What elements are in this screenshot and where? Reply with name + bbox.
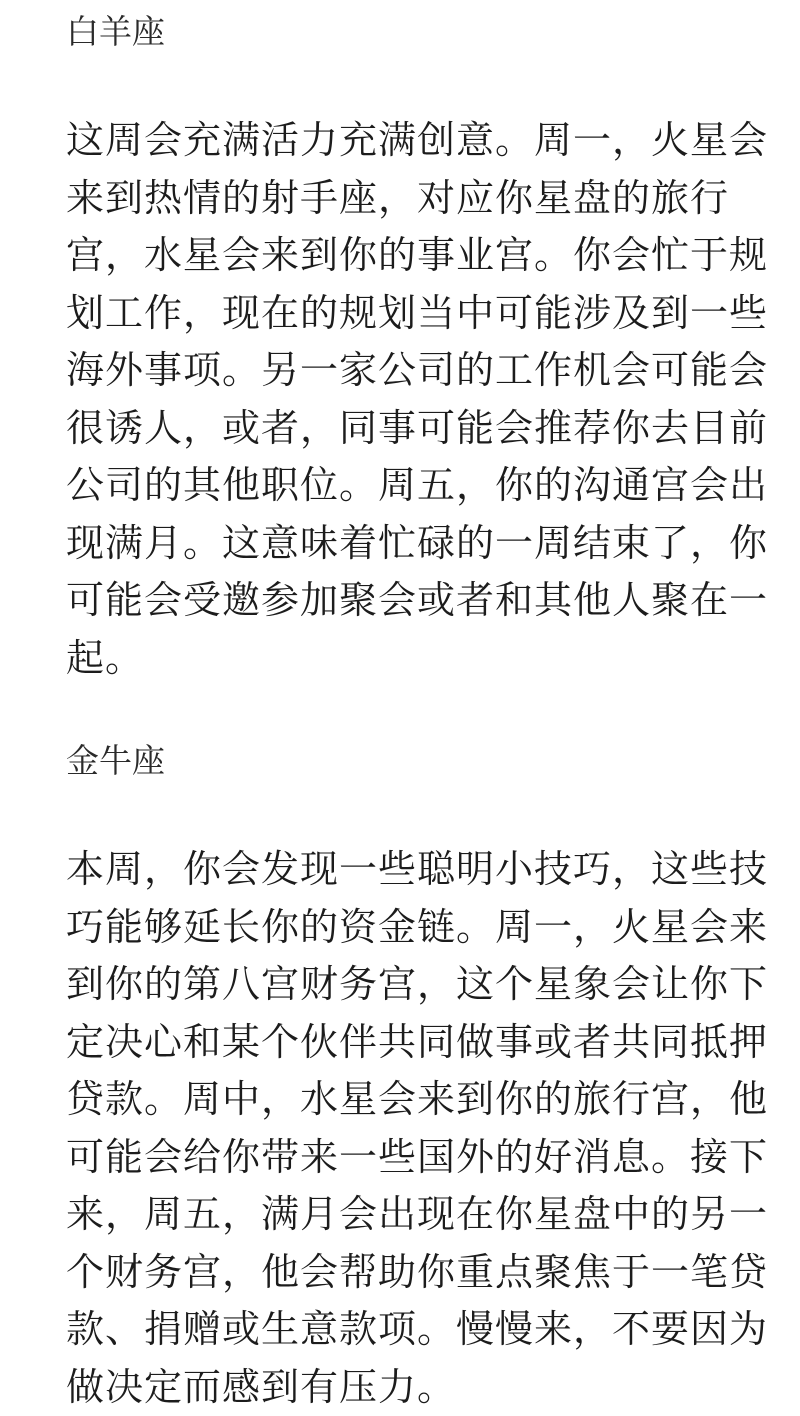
paragraph-line: 来到热情的射手座，对应你星盘的旅行 (66, 170, 746, 228)
taurus-paragraph (66, 841, 746, 1416)
paragraph-line: 海外事项。另一家公司的工作机会可能会 (66, 342, 746, 400)
paragraph-line: 定决心和某个伙伴共同做事或者共同抵押 (66, 1014, 746, 1072)
paragraph-line: 可能会受邀参加聚会或者和其他人聚在一 (66, 572, 746, 630)
section-title-aries: 白羊座 (66, 12, 746, 52)
paragraph-line: 本周，你会发现一些聪明小技巧，这些技 (66, 841, 746, 899)
paragraph-line: 划工作，现在的规划当中可能涉及到一些 (66, 285, 746, 343)
paragraph-line: 宫，水星会来到你的事业宫。你会忙于规 (66, 227, 746, 285)
horoscope-article (66, 0, 746, 1416)
paragraph-line: 个财务宫，他会帮助你重点聚焦于一笔贷 (66, 1244, 746, 1302)
paragraph-line: 贷款。周中，水星会来到你的旅行宫，他 (66, 1071, 746, 1129)
paragraph-line: 来，周五，满月会出现在你星盘中的另一 (66, 1186, 746, 1244)
paragraph-line: 到你的第八宫财务宫，这个星象会让你下 (66, 956, 746, 1014)
aries-paragraph (66, 112, 746, 687)
paragraph-line: 公司的其他职位。周五，你的沟通宫会出 (66, 457, 746, 515)
paragraph-line: 可能会给你带来一些国外的好消息。接下 (66, 1129, 746, 1187)
paragraph-line: 巧能够延长你的资金链。周一，火星会来 (66, 899, 746, 957)
paragraph-line: 款、捐赠或生意款项。慢慢来，不要因为 (66, 1301, 746, 1359)
paragraph-line: 很诱人，或者，同事可能会推荐你去目前 (66, 400, 746, 458)
section-title-taurus: 金牛座 (66, 741, 746, 781)
paragraph-line: 这周会充满活力充满创意。周一，火星会 (66, 112, 746, 170)
paragraph-line: 做决定而感到有压力。 (66, 1359, 746, 1416)
paragraph-line: 起。 (66, 630, 746, 688)
paragraph-line: 现满月。这意味着忙碌的一周结束了，你 (66, 515, 746, 573)
